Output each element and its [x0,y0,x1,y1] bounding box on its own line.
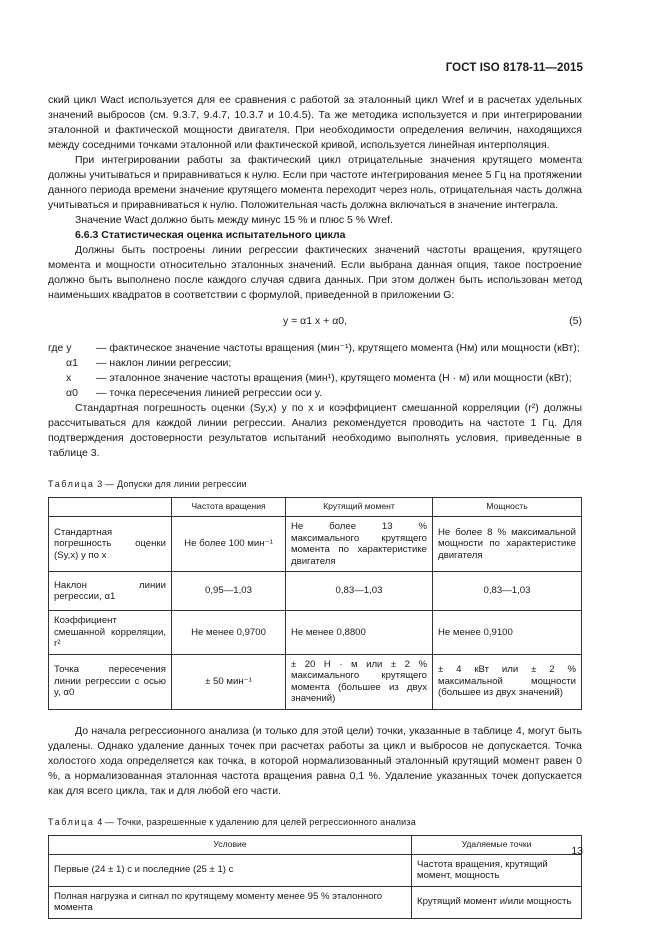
table-cell: ± 50 мин⁻¹ [172,654,286,709]
legend-row [48,341,582,356]
table-cell: Не менее 0,9100 [433,611,582,655]
removable-points-table [48,835,582,919]
formula-legend [48,341,582,401]
paragraph-standard-error: Стандартная погрешность оценки (Sy,x) y по x и коэффициент смешанной корреляции (r²) должны рассчитываться для каждой линии регрессии. Анализ рекомендуется проводить на частоте 1 Гц. Для подтверждения достоверности результатов испытаний необходимо выполнять условия, приведенные в таблице 3. [48,402,582,459]
table-header-cell: Удаляемые точки [412,835,582,854]
page-number: 13 [571,845,583,857]
table-cell: Не более 100 мин⁻¹ [172,517,286,572]
table-cell: Крутящий момент и/или мощность [412,886,582,918]
table4-caption-text: 4 — Точки, разрешенные к удалению для целей регрессионного анализа [97,816,416,827]
table-header-cell [49,498,172,517]
paragraph-point-removal: До начала регрессионного анализа (и только для этой цели) точки, указанные в таблице 4, могут быть удалены. Однако удаление данных точек при расчетах работы за цикл и выбросов не допускается. Точка холостого хода определяется как точка, в которой нормализованный эталонный крутящий момент равен 0 %, а нормализованная эталонная частота вращения равна 0,1 %. Удаление указанных точек допускается как для всего цикла, так и для любой его части. [48,724,582,797]
table-row [49,517,582,572]
table-cell: Не менее 0,8800 [286,611,433,655]
legend-text: — наклон линии регрессии; [96,357,232,369]
table-row [49,572,582,611]
table3-caption-word: Таблица [48,479,95,489]
legend-text: — точка пересечения линией регрессии оси y. [96,387,323,399]
table-header-cell: Крутящий момент [286,498,433,517]
table-header-row [49,835,582,854]
table-header-row [49,498,582,517]
table-cell: Не более 13 % максимального крутящего момента по характеристике двигателя [286,517,433,572]
table-cell: Частота вращения, крутящий момент, мощность [412,854,582,886]
table4-caption-word: Таблица [48,816,95,827]
regression-formula: y = α1 x + α0, [282,315,348,327]
legend-symbol: α0 [66,387,78,399]
table-header-cell: Мощность [433,498,582,517]
formula-block [48,312,582,332]
table-cell: Наклон линии регрессии, α1 [49,572,172,611]
table-cell: 0,83—1,03 [286,572,433,611]
paragraph-wact-range: Значение Wact должно быть между минус 15 % и плюс 5 % Wref. [75,214,393,226]
legend-symbol: где y [48,342,72,354]
table-row [49,886,582,918]
table-cell: Полная нагрузка и сигнал по крутящему моменту менее 95 % эталонного момента [49,886,412,918]
table-cell: Коэффициент смешанной корреляции, r² [49,611,172,655]
table-cell: Не менее 0,9700 [172,611,286,655]
table-cell: ± 4 кВт или ± 2 % максимальной мощности (большее из двух значений) [433,654,582,709]
table-header-cell: Частота вращения [172,498,286,517]
table3-caption [48,477,582,492]
legend-text: — эталонное значение частоты вращения (мин¹), крутящего момента (Н · м) или мощности (кВт); [96,372,572,384]
paragraph-regression-lines: Должны быть построены линии регрессии фактических значений частоты вращения, крутящего момента и мощности относительно эталонных значений. Если выбрана данная опция, такое построение должно быть выполнено после каждого случая сдвига данных. При этом должен быть использован метод наименьших квадратов в соответствии с формулой, приведенной в приложении G: [48,244,582,301]
table4-caption [48,815,582,830]
formula-number: (5) [569,315,582,327]
table-row [49,654,582,709]
paragraph-work-integration: ский цикл Wact используется для ее сравнения с работой за эталонный цикл Wref и в расчетах удельных значений выбросов (см. 9.3.7, 9.4.7, 10.3.7 и 10.4.5). Та же методика используется и при интегрировании эталонной и фактической мощности двигателя. При необходимости определения величин, находящихся между соседними точками эталонной или фактической кривой, используется линейная интерполяция. [48,94,582,151]
table-cell: Стандартная погрешность оценки (Sy,x) y по x [49,517,172,572]
tolerance-table [48,497,582,710]
legend-text: — фактическое значение частоты вращения (мин⁻¹), крутящего момента (Нм) или мощности (кВт); [96,342,580,354]
table-cell: 0,95—1,03 [172,572,286,611]
table-cell: Точка пересечения линии регрессии с осью y, α0 [49,654,172,709]
table-row [49,611,582,655]
page-body [48,93,582,919]
legend-row [48,371,582,386]
section-heading: 6.6.3 Статистическая оценка испытательного цикла [75,229,346,241]
legend-row [48,386,582,401]
table-cell: Не более 8 % максимальной мощности по характеристике двигателя [433,517,582,572]
legend-symbol: x [66,372,72,384]
table-cell: Первые (24 ± 1) с и последние (25 ± 1) с [49,854,412,886]
table-cell: 0,83—1,03 [433,572,582,611]
legend-row [48,356,582,371]
document-header: ГОСТ ISO 8178-11—2015 [445,62,583,74]
table3-caption-text: 3 — Допуски для линии регрессии [97,479,247,489]
paragraph-negative-torque: При интегрировании работы за фактический цикл отрицательные значения крутящего момента должны учитываться и приравниваться к нулю. Если при частоте интегрирования менее 5 Гц на протяжении данного периода времени значение крутящего момента переходит через ноль, отрицательная часть должна учитываться и приравниваться к нулю. Положительная часть должна включаться в значение интеграла. [48,154,582,211]
table-cell: ± 20 Н · м или ± 2 % максимального крутящего момента (большее из двух значений) [286,654,433,709]
legend-symbol: α1 [66,357,78,369]
table-header-cell: Условие [49,835,412,854]
table-row [49,854,582,886]
